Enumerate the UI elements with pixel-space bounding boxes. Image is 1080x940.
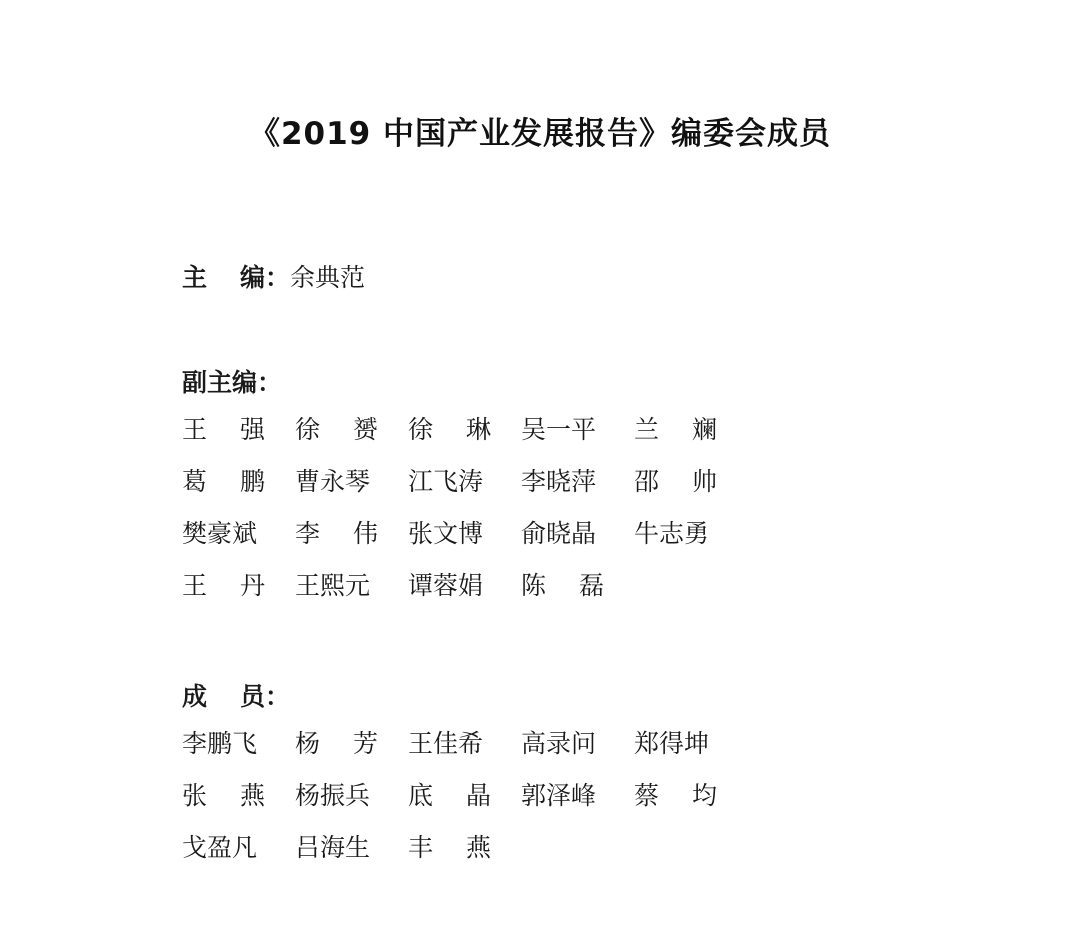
name-row	[182, 560, 782, 612]
person-name: 樊豪斌	[182, 519, 258, 548]
name-row	[182, 508, 782, 560]
name-row	[182, 456, 782, 508]
person-name: 牛志勇	[634, 519, 710, 548]
person-name: 杨 芳	[295, 729, 379, 758]
chief-editor-section	[182, 258, 782, 298]
deputy-editors-heading: 副主编：	[182, 368, 283, 397]
chief-editor-line	[182, 258, 782, 298]
person-name: 葛 鹏	[182, 467, 266, 496]
deputy-editors-grid	[182, 404, 782, 612]
chief-editor-label-part1: 主	[182, 263, 208, 292]
person-name: 底 晶	[408, 781, 492, 810]
person-name: 高录问	[521, 729, 597, 758]
members-section	[182, 676, 782, 874]
person-name: 吴一平	[521, 415, 597, 444]
person-name: 徐 赟	[295, 415, 379, 444]
person-name: 杨振兵	[295, 781, 371, 810]
person-name: 江飞涛	[408, 467, 484, 496]
person-name: 王 丹	[182, 571, 266, 600]
person-name: 谭蓉娟	[408, 571, 484, 600]
name-row	[182, 770, 782, 822]
name-row	[182, 822, 782, 874]
person-name: 徐 琳	[408, 415, 492, 444]
person-name: 兰 斓	[634, 415, 718, 444]
person-name: 丰 燕	[408, 833, 492, 862]
name-row	[182, 404, 782, 456]
members-heading	[182, 676, 782, 718]
person-name: 张文博	[408, 519, 484, 548]
person-name: 俞晓晶	[521, 519, 597, 548]
person-name: 陈 磊	[521, 571, 605, 600]
members-heading-part1: 成	[182, 682, 208, 711]
members-heading-part2: 员：	[240, 682, 291, 711]
page-title: 《2019 中国产业发展报告》编委会成员	[248, 116, 832, 152]
person-name: 吕海生	[295, 833, 371, 862]
person-name: 李 伟	[295, 519, 379, 548]
members-grid	[182, 718, 782, 874]
deputy-editors-section	[182, 362, 782, 612]
person-name: 曹永琴	[295, 467, 371, 496]
person-name: 蔡 均	[634, 781, 718, 810]
person-name: 李晓萍	[521, 467, 597, 496]
name-row	[182, 718, 782, 770]
person-name: 郭泽峰	[521, 781, 597, 810]
chief-editor-label-part2: 编：	[240, 263, 291, 292]
person-name: 张 燕	[182, 781, 266, 810]
person-name: 王 强	[182, 415, 266, 444]
person-name: 王熙元	[295, 571, 371, 600]
person-name: 李鹏飞	[182, 729, 258, 758]
person-name: 戈盈凡	[182, 833, 258, 862]
person-name: 郑得坤	[634, 729, 710, 758]
person-name: 王佳希	[408, 729, 484, 758]
chief-editor-name: 余典范	[290, 263, 366, 292]
person-name: 邵 帅	[634, 467, 718, 496]
